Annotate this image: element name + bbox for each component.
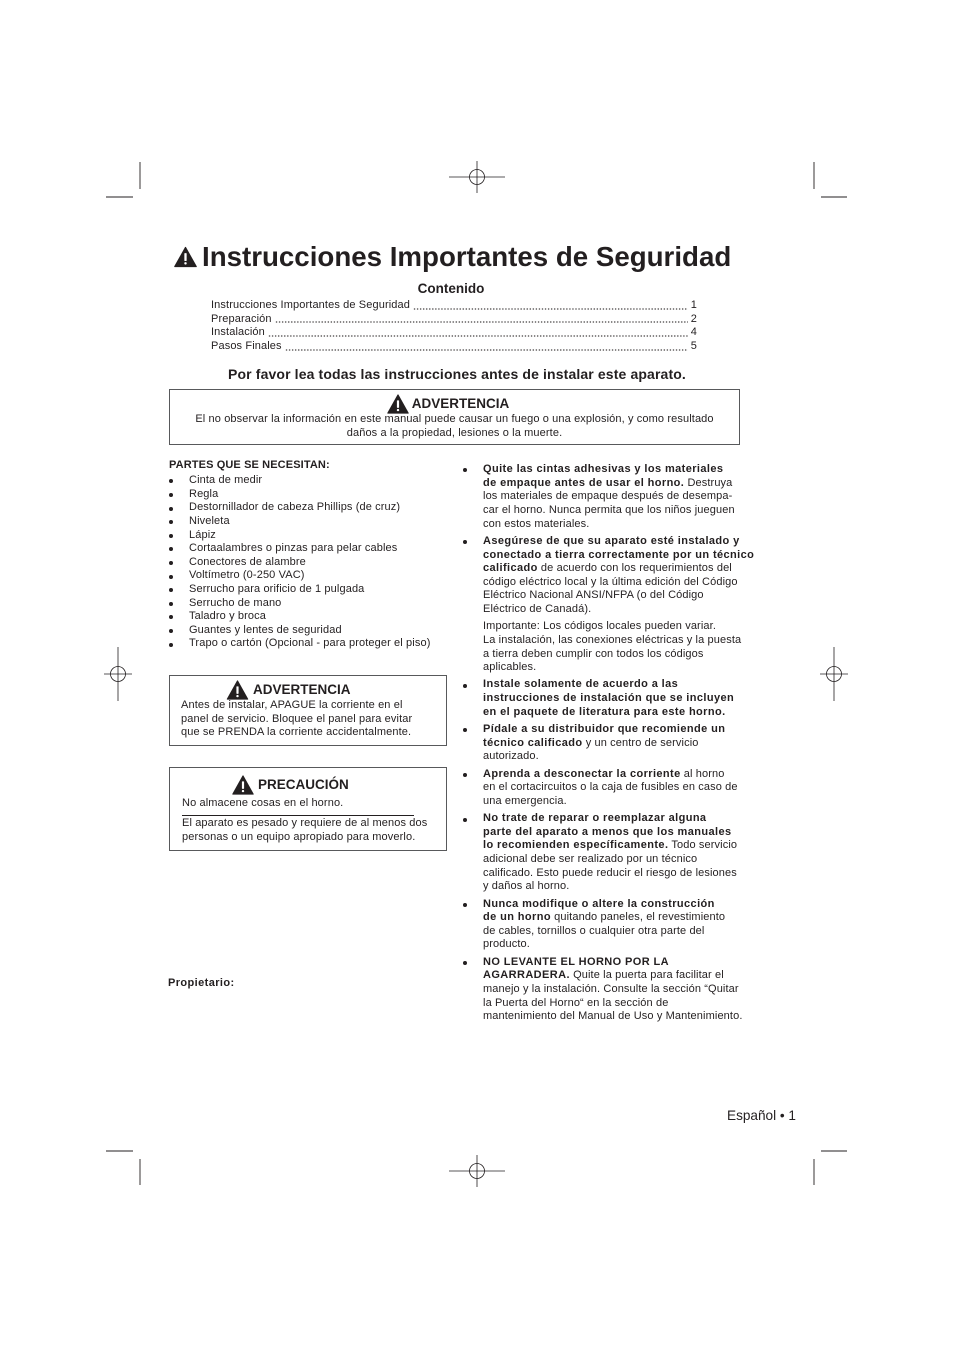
instruction-bold-text: técnico calificado <box>483 736 583 749</box>
registration-mark-right <box>820 647 848 701</box>
instruction-bold-text: calificado <box>483 562 538 575</box>
toc-heading: Contenido <box>417 281 485 296</box>
instruction-line <box>483 723 771 737</box>
instruction-text: de acuerdo con los requerimientos del <box>537 562 732 575</box>
bullet-icon <box>169 507 173 511</box>
instruction-item <box>461 956 771 1024</box>
safety-instructions-list <box>461 463 771 1027</box>
warning-text <box>170 699 446 740</box>
warning-text-line: daños a la propiedad, lesiones o la muerte. <box>346 426 563 439</box>
instruction-line <box>483 938 771 952</box>
warning-heading <box>170 676 446 699</box>
instruction-line <box>483 956 771 970</box>
toc-dot-leader <box>285 340 688 354</box>
crop-mark-bottom-right <box>814 1151 847 1185</box>
instruction-text: Destruya <box>684 476 733 489</box>
instruction-line <box>483 925 771 939</box>
instruction-note-line: Importante: Los códigos locales pueden variar. <box>483 620 716 633</box>
instruction-text: Quite la puerta para facilitar el <box>569 969 724 982</box>
warning-text-line: panel de servicio. Bloquee el panel para evitar <box>181 712 413 725</box>
instruction-text: los materiales de empaque después de desempa- <box>483 490 733 503</box>
caution-note: No almacene cosas en el horno. <box>182 797 344 810</box>
instruction-bold-text: lo recomienden específicamente. <box>483 839 669 852</box>
instruction-bold-text: Aprenda a desconectar la corriente <box>483 767 681 780</box>
parts-list-item-text: Voltímetro (0-250 VAC) <box>189 569 305 582</box>
instruction-text: y un centro de servicio <box>582 736 699 749</box>
owner-label: Propietario: <box>168 977 235 990</box>
instruction-line <box>483 692 771 706</box>
instruction-text: una emergencia. <box>483 794 567 807</box>
instruction-bold-text: Asegúrese de que su aparato esté instalado y <box>483 534 740 547</box>
bullet-icon <box>463 961 467 965</box>
instruction-line <box>483 1010 771 1024</box>
instruction-line <box>483 737 771 751</box>
bullet-icon <box>169 643 173 647</box>
parts-list-item-text: Niveleta <box>189 514 230 527</box>
bullet-icon <box>463 903 467 907</box>
instruction-item <box>461 463 771 531</box>
crop-mark-bottom-left <box>106 1151 140 1185</box>
instruction-line <box>483 518 771 532</box>
instruction-text: car el horno. Nunca permita que los niños jueguen <box>483 503 735 516</box>
instruction-line <box>483 576 771 590</box>
caution-text <box>170 817 446 844</box>
instruction-line <box>483 549 771 563</box>
toc-dot-leader <box>268 326 688 340</box>
instruction-bold-text: AGARRADERA. <box>483 969 570 982</box>
toc-entry-page-number: 1 <box>690 299 697 312</box>
instruction-line <box>483 463 771 477</box>
table-of-contents <box>211 299 697 353</box>
bullet-icon <box>463 684 467 688</box>
instruction-line <box>483 589 771 603</box>
instruction-line <box>483 603 771 617</box>
instruction-note-line: aplicables. <box>483 661 537 674</box>
instruction-item <box>461 812 771 894</box>
safety-alert-icon <box>232 775 254 795</box>
bullet-icon <box>463 818 467 822</box>
instruction-text: de cables, tornillos o cualquier otra parte del <box>483 924 705 937</box>
instruction-line <box>483 839 771 853</box>
instruction-line <box>483 826 771 840</box>
bullet-icon <box>463 728 467 732</box>
caution-heading-text: PRECAUCIÓN <box>258 777 349 792</box>
toc-entry-label: Instrucciones Importantes de Seguridad <box>211 299 411 312</box>
parts-list-item <box>169 542 430 556</box>
instruction-bold-text: conectado a tierra correctamente por un técnico <box>483 548 755 561</box>
warning-box-main <box>169 389 740 445</box>
toc-entry-page-number: 2 <box>690 312 697 325</box>
bullet-icon <box>169 547 173 551</box>
bullet-icon <box>169 615 173 619</box>
instruction-text: en el cortacircuitos o la caja de fusibles en caso de <box>483 781 738 794</box>
parts-list <box>169 474 430 651</box>
bullet-icon <box>169 479 173 483</box>
instruction-item <box>461 723 771 764</box>
bullet-icon <box>169 588 173 592</box>
instruction-bold-text: de empaque antes de usar el horno. <box>483 476 685 489</box>
instruction-line <box>483 867 771 881</box>
toc-entry-label: Preparación <box>211 312 272 325</box>
registration-mark-top <box>449 161 505 193</box>
crop-mark-top-left <box>106 162 140 197</box>
parts-list-item <box>169 583 430 597</box>
parts-list-item-text: Destornillador de cabeza Phillips (de cruz) <box>189 501 401 514</box>
toc-entry-page-number: 5 <box>690 339 697 352</box>
instruction-line <box>483 781 771 795</box>
parts-list-item <box>169 474 430 488</box>
parts-list-item <box>169 529 430 543</box>
instruction-text: autorizado. <box>483 750 539 763</box>
warning-text-line: que se PRENDA la corriente accidentalmente. <box>181 726 412 739</box>
bullet-icon <box>463 773 467 777</box>
instruction-text: manejo y la instalación. Consulte la sección “Quitar <box>483 982 739 995</box>
page-title <box>174 241 731 273</box>
instruction-item <box>461 768 771 809</box>
instruction-text: Eléctrico de Canadá). <box>483 602 592 615</box>
instruction-text: código eléctrico local y la última edición del Código <box>483 575 738 588</box>
parts-list-item <box>169 501 430 515</box>
instruction-bold-text: instrucciones de instalación que se incluyen <box>483 692 735 705</box>
safety-alert-icon <box>174 246 197 268</box>
instruction-bold-text: Nunca modifique o altere la construcción <box>483 897 715 910</box>
instruction-text: producto. <box>483 938 530 951</box>
instruction-text: al horno <box>680 767 725 780</box>
warning-heading-text: ADVERTENCIA <box>253 682 351 697</box>
toc-entry-label: Pasos Finales <box>211 339 282 352</box>
parts-list-item-text: Lápiz <box>189 528 216 541</box>
instruction-text: y daños al horno. <box>483 880 570 893</box>
instruction-line <box>483 562 771 576</box>
instruction-bold-text: NO LEVANTE EL HORNO POR LA <box>483 955 670 968</box>
instruction-line <box>483 768 771 782</box>
parts-list-item <box>169 637 430 651</box>
instruction-bold-text: No trate de reparar o reemplazar alguna <box>483 812 707 825</box>
parts-list-item-text: Serrucho de mano <box>189 596 282 609</box>
parts-list-item <box>169 610 430 624</box>
instruction-line <box>483 997 771 1011</box>
bullet-icon <box>463 468 467 472</box>
caution-text-line: El aparato es pesado y requiere de al menos dos <box>182 817 428 830</box>
instruction-line <box>483 795 771 809</box>
bullet-icon <box>169 629 173 633</box>
instruction-note-line: La instalación, las conexiones eléctricas y la puesta <box>483 633 742 646</box>
toc-entry <box>211 313 697 327</box>
instruction-bold-text: de un horno <box>483 911 551 924</box>
caution-heading <box>170 768 446 794</box>
warning-text-line: El no observar la información en este manual puede causar un fuego o una explosión, y como resultado <box>195 413 714 425</box>
instruction-line <box>483 853 771 867</box>
toc-dot-leader <box>275 313 688 327</box>
instruction-text: la Puerta del Horno“ en la sección de <box>483 996 669 1009</box>
instruction-text: quitando paneles, el revestimiento <box>550 911 726 924</box>
parts-list-item <box>169 556 430 570</box>
parts-list-item-text: Guantes y lentes de seguridad <box>189 623 342 636</box>
parts-list-item-text: Cortaalambres o pinzas para pelar cables <box>189 542 398 555</box>
instruction-bold-text: parte del aparato a menos que los manuales <box>483 825 732 838</box>
warning-heading-text: ADVERTENCIA <box>411 396 510 411</box>
warning-text-line: Antes de instalar, APAGUE la corriente en el <box>181 699 403 711</box>
instruction-line <box>483 477 771 491</box>
read-instructions-notice: Por favor lea todas las instrucciones antes de instalar este aparato. <box>228 366 686 382</box>
safety-alert-icon <box>226 680 249 700</box>
registration-mark-bottom <box>449 1155 505 1187</box>
parts-list-item-text: Taladro y broca <box>189 610 267 623</box>
caution-divider <box>182 815 414 816</box>
bullet-icon <box>169 493 173 497</box>
bullet-icon <box>169 520 173 524</box>
safety-alert-icon <box>387 394 409 414</box>
instruction-line <box>483 911 771 925</box>
parts-list-item <box>169 569 430 583</box>
instruction-text: Eléctrico Nacional ANSI/NFPA (o del Código <box>483 589 704 602</box>
toc-entry <box>211 340 697 354</box>
instruction-line <box>483 706 771 720</box>
parts-list-item <box>169 624 430 638</box>
instruction-note <box>483 620 771 674</box>
parts-list-item-text: Serrucho para orificio de 1 pulgada <box>189 582 365 595</box>
instruction-item <box>461 898 771 952</box>
parts-list-item-text: Regla <box>189 487 219 500</box>
caution-box <box>169 767 447 851</box>
warning-box-power <box>169 675 447 746</box>
bullet-icon <box>463 540 467 544</box>
instruction-text: calificado. Esto puede reducir el riesgo de lesiones <box>483 866 737 879</box>
parts-list-item-text: Trapo o cartón (Opcional - para proteger el piso) <box>189 637 431 650</box>
parts-list-item <box>169 488 430 502</box>
instruction-item <box>461 535 771 675</box>
caution-text-line: personas o un equipo apropiado para moverlo. <box>182 830 416 843</box>
parts-heading: PARTES QUE SE NECESITAN: <box>169 459 330 472</box>
parts-list-item <box>169 597 430 611</box>
parts-list-item-text: Cinta de medir <box>189 474 263 487</box>
bullet-icon <box>169 575 173 579</box>
instruction-line <box>483 812 771 826</box>
instruction-item <box>461 678 771 719</box>
instruction-text: Todo servicio <box>668 839 738 852</box>
instruction-note-line: a tierra deben cumplir con todos los códigos <box>483 647 704 660</box>
instruction-line <box>483 490 771 504</box>
warning-heading <box>170 390 739 413</box>
instruction-text: con estos materiales. <box>483 517 590 530</box>
toc-entry-page-number: 4 <box>690 326 697 339</box>
crop-mark-top-right <box>814 162 847 197</box>
parts-list-item-text: Conectores de alambre <box>189 555 306 568</box>
bullet-icon <box>169 602 173 606</box>
instruction-line <box>483 535 771 549</box>
instruction-bold-text: Instale solamente de acuerdo a las <box>483 678 679 691</box>
instruction-bold-text: Quite las cintas adhesivas y los materiales <box>483 463 724 476</box>
instruction-bold-text: Pídale a su distribuidor que recomiende un <box>483 723 726 736</box>
toc-entry <box>211 299 697 313</box>
page-title-text: Instrucciones Importantes de Seguridad <box>202 241 732 272</box>
instruction-line <box>483 880 771 894</box>
page-footer: Español • 1 <box>727 1108 796 1123</box>
toc-entry-label: Instalación <box>211 326 265 339</box>
instruction-bold-text: en el paquete de literatura para este horno. <box>483 705 726 718</box>
instruction-text: mantenimiento del Manual de Uso y Mantenimiento. <box>483 1010 743 1023</box>
instruction-line <box>483 750 771 764</box>
bullet-icon <box>169 534 173 538</box>
bullet-icon <box>169 561 173 565</box>
warning-text <box>170 413 739 440</box>
toc-entry <box>211 326 697 340</box>
toc-dot-leader <box>413 299 688 313</box>
registration-mark-left <box>104 647 132 701</box>
instruction-line <box>483 678 771 692</box>
parts-list-item <box>169 515 430 529</box>
instruction-line <box>483 969 771 983</box>
instruction-text: adicional debe ser realizado por un técnico <box>483 853 698 865</box>
instruction-line <box>483 898 771 912</box>
instruction-line <box>483 983 771 997</box>
instruction-line <box>483 504 771 518</box>
